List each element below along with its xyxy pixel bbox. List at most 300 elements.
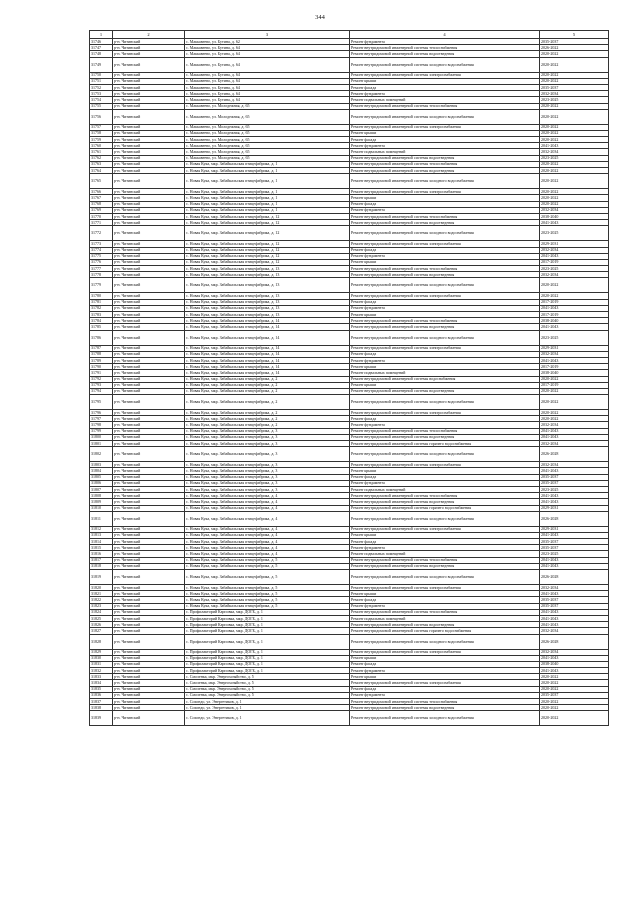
cell-address: с. Новая Кука, мкр. Забайкальская птицефабрика, д. 3 (185, 474, 350, 480)
cell-period: 2041-2043 (540, 434, 609, 440)
cell-work-type: Ремонт внутридомовой инженерной системы холодного водоснабжения (350, 447, 540, 462)
cell-work-type: Ремонт крыши (350, 78, 540, 84)
cell-row-number: 31805 (90, 474, 113, 480)
cell-work-type: Ремонт крыши (350, 674, 540, 680)
cell-work-type: Ремонт фасада (350, 597, 540, 603)
table-header-row (90, 31, 609, 39)
cell-period: 2023-2025 (540, 226, 609, 241)
cell-work-type: Ремонт подвальных помещений (350, 551, 540, 557)
cell-period: 2035-2037 (540, 539, 609, 545)
cell-district: р-н. Читинский (113, 557, 185, 563)
cell-period: 2023-2025 (540, 486, 609, 492)
cell-work-type: Ремонт крыши (350, 532, 540, 538)
cell-row-number: 31776 (90, 259, 113, 265)
cell-work-type: Ремонт внутридомовой инженерной системы теплоснабжения (350, 428, 540, 434)
table-row (90, 278, 609, 293)
cell-district: р-н. Читинский (113, 364, 185, 370)
cell-row-number: 31817 (90, 557, 113, 563)
cell-address: с. Новая Кука, мкр. Забайкальская птицефабрика, д. 3 (185, 441, 350, 447)
cell-address: с. Маккавеево, ул. Бутина, д. 64 (185, 91, 350, 97)
cell-period: 2020-2022 (540, 124, 609, 130)
cell-district: р-н. Читинский (113, 318, 185, 324)
cell-district: р-н. Читинский (113, 526, 185, 532)
cell-district: р-н. Читинский (113, 686, 185, 692)
cell-address: с. Маккавеево, ул. Молодежная, д. 65 (185, 130, 350, 136)
cell-period: 2020-2022 (540, 189, 609, 195)
cell-row-number: 31818 (90, 563, 113, 569)
cell-row-number: 31780 (90, 293, 113, 299)
cell-period: 2020-2022 (540, 161, 609, 167)
cell-row-number: 31775 (90, 253, 113, 259)
cell-period: 2020-2022 (540, 109, 609, 124)
cell-row-number: 31768 (90, 201, 113, 207)
cell-period: 2041-2043 (540, 324, 609, 330)
cell-address: с. Новая Кука, мкр. Забайкальская птицефабрика, д. 4 (185, 545, 350, 551)
cell-period: 2041-2043 (540, 499, 609, 505)
cell-row-number: 31803 (90, 462, 113, 468)
cell-address: с. Новая Кука, мкр. Забайкальская птицефабрика, д. 3 (185, 468, 350, 474)
cell-address: с. Новая Кука, мкр. Забайкальская птицефабрика, д. 2 (185, 395, 350, 410)
cell-work-type: Ремонт фасада (350, 351, 540, 357)
cell-work-type: Ремонт внутридомовой инженерной системы водоотведения (350, 499, 540, 505)
cell-work-type: Ремонт крыши (350, 468, 540, 474)
cell-work-type: Ремонт подвальных помещений (350, 486, 540, 492)
cell-row-number: 31753 (90, 91, 113, 97)
cell-address: с. Сохондо, ул. Энергетиков, д. 1 (185, 711, 350, 726)
cell-district: р-н. Читинский (113, 155, 185, 161)
cell-address: с. Новая Кука, мкр. Забайкальская птицефабрика, д. 12 (185, 259, 350, 265)
cell-district: р-н. Читинский (113, 195, 185, 201)
cell-district: р-н. Читинский (113, 705, 185, 711)
cell-period: 2032-2034 (540, 272, 609, 278)
cell-district: р-н. Читинский (113, 382, 185, 388)
cell-row-number: 31801 (90, 441, 113, 447)
cell-work-type: Ремонт внутридомовой инженерной системы теплоснабжения (350, 266, 540, 272)
cell-row-number: 31806 (90, 480, 113, 486)
cell-row-number: 31831 (90, 661, 113, 667)
cell-work-type: Ремонт внутридомовой инженерной системы теплоснабжения (350, 609, 540, 615)
cell-address: с. Новая Кука, мкр. Забайкальская птицефабрика, д. 5 (185, 563, 350, 569)
cell-address: с. Новая Кука, мкр. Забайкальская птицефабрика, д. 5 (185, 570, 350, 585)
cell-row-number: 31779 (90, 278, 113, 293)
cell-district: р-н. Читинский (113, 410, 185, 416)
cell-period: 2032-2034 (540, 628, 609, 634)
cell-period: 2041-2043 (540, 609, 609, 615)
cell-period: 2041-2043 (540, 468, 609, 474)
cell-period: 2035-2037 (540, 692, 609, 698)
cell-row-number: 31784 (90, 318, 113, 324)
cell-address: с. Маккавеево, ул. Бутина, д. 64 (185, 57, 350, 72)
cell-address: с. Смоленка, мкр. Энергохозяйство, д. 5 (185, 686, 350, 692)
cell-district: р-н. Читинский (113, 376, 185, 382)
cell-row-number: 31763 (90, 161, 113, 167)
cell-period: 2032-2034 (540, 649, 609, 655)
cell-address: с. Маккавеево, ул. Бутина, д. 64 (185, 78, 350, 84)
cell-period: 2032-2034 (540, 585, 609, 591)
cell-address: с. Смоленка, мкр. Энергохозяйство, д. 5 (185, 680, 350, 686)
cell-period: 2026-2028 (540, 511, 609, 526)
cell-address: с. Маккавеево, ул. Молодежная, д. 65 (185, 149, 350, 155)
cell-row-number: 31811 (90, 511, 113, 526)
cell-row-number: 31781 (90, 299, 113, 305)
cell-period: 2023-2025 (540, 551, 609, 557)
cell-period: 2020-2022 (540, 51, 609, 57)
cell-row-number: 31839 (90, 711, 113, 726)
cell-row-number: 31788 (90, 351, 113, 357)
cell-district: р-н. Читинский (113, 674, 185, 680)
cell-period: 2032-2034 (540, 441, 609, 447)
cell-row-number: 31810 (90, 505, 113, 511)
cell-row-number: 31770 (90, 213, 113, 219)
cell-work-type: Ремонт внутридомовой инженерной системы холодного водоснабжения (350, 395, 540, 410)
cell-address: с. Новая Кука, мкр. Забайкальская птицефабрика, д. 13 (185, 278, 350, 293)
cell-district: р-н. Читинский (113, 551, 185, 557)
cell-row-number: 31773 (90, 241, 113, 247)
cell-work-type: Ремонт крыши (350, 259, 540, 265)
cell-district: р-н. Читинский (113, 603, 185, 609)
cell-district: р-н. Читинский (113, 137, 185, 143)
cell-district: р-н. Читинский (113, 486, 185, 492)
cell-district: р-н. Читинский (113, 130, 185, 136)
cell-work-type: Ремонт крыши (350, 130, 540, 136)
cell-address: с. Профилакторий Карповка, мкр. ДОГБ, д. 1 (185, 628, 350, 634)
cell-work-type: Ремонт внутридомовой инженерной системы холодного водоснабжения (350, 634, 540, 649)
cell-district: р-н. Читинский (113, 655, 185, 661)
cell-row-number: 31758 (90, 130, 113, 136)
cell-period: 2026-2028 (540, 570, 609, 585)
cell-work-type: Ремонт подвальных помещений (350, 97, 540, 103)
cell-address: с. Новая Кука, мкр. Забайкальская птицефабрика, д. 1 (185, 161, 350, 167)
cell-work-type: Ремонт фасада (350, 661, 540, 667)
cell-work-type: Ремонт внутридомовой инженерной системы водоотведения (350, 51, 540, 57)
cell-address: с. Новая Кука, мкр. Забайкальская птицефабрика, д. 1 (185, 207, 350, 213)
cell-address: с. Новая Кука, мкр. Забайкальская птицефабрика, д. 14 (185, 345, 350, 351)
cell-district: р-н. Читинский (113, 174, 185, 189)
cell-work-type: Ремонт внутридомовой инженерной системы теплоснабжения (350, 213, 540, 219)
cell-address: с. Новая Кука, мкр. Забайкальская птицефабрика, д. 14 (185, 330, 350, 345)
cell-work-type: Ремонт фасада (350, 201, 540, 207)
cell-row-number: 31823 (90, 603, 113, 609)
cell-row-number: 31832 (90, 668, 113, 674)
cell-work-type: Ремонт внутридомовой инженерной системы водоотведения (350, 388, 540, 394)
cell-period: 2038-2040 (540, 661, 609, 667)
cell-district: р-н. Читинский (113, 609, 185, 615)
cell-district: р-н. Читинский (113, 299, 185, 305)
cell-row-number: 31759 (90, 137, 113, 143)
cell-work-type: Ремонт внутридомовой инженерной системы теплоснабжения (350, 45, 540, 51)
cell-address: с. Новая Кука, мкр. Забайкальская птицефабрика, д. 2 (185, 376, 350, 382)
cell-row-number: 31799 (90, 428, 113, 434)
cell-period: 2029-2031 (540, 505, 609, 511)
cell-row-number: 31798 (90, 422, 113, 428)
cell-row-number: 31796 (90, 410, 113, 416)
cell-district: р-н. Читинский (113, 462, 185, 468)
cell-period: 2041-2043 (540, 305, 609, 311)
cell-address: с. Профилакторий Карповка, мкр. ДОГБ, д. 1 (185, 615, 350, 621)
cell-period: 2020-2022 (540, 57, 609, 72)
cell-period: 2020-2022 (540, 78, 609, 84)
cell-work-type: Ремонт подвальных помещений (350, 149, 540, 155)
cell-address: с. Профилакторий Карповка, мкр. ДОГБ, д. 1 (185, 661, 350, 667)
cell-work-type: Ремонт внутридомовой инженерной системы водоотведения (350, 168, 540, 174)
cell-row-number: 31795 (90, 395, 113, 410)
cell-district: р-н. Читинский (113, 51, 185, 57)
cell-period: 2032-2034 (540, 207, 609, 213)
table-row (90, 711, 609, 726)
cell-district: р-н. Читинский (113, 207, 185, 213)
cell-row-number: 31819 (90, 570, 113, 585)
cell-row-number: 31812 (90, 526, 113, 532)
cell-work-type: Ремонт фундамента (350, 207, 540, 213)
cell-period: 2017-2019 (540, 299, 609, 305)
cell-period: 2020-2022 (540, 711, 609, 726)
cell-work-type: Ремонт внутридомовой инженерной системы холодного водоснабжения (350, 330, 540, 345)
cell-district: р-н. Читинский (113, 563, 185, 569)
cell-work-type: Ремонт внутридомовой инженерной системы теплоснабжения (350, 557, 540, 563)
cell-district: р-н. Читинский (113, 97, 185, 103)
cell-address: с. Маккавеево, ул. Бутина, д. 64 (185, 84, 350, 90)
cell-district: р-н. Читинский (113, 124, 185, 130)
cell-work-type: Ремонт крыши (350, 591, 540, 597)
table-row (90, 395, 609, 410)
cell-address: с. Новая Кука, мкр. Забайкальская птицефабрика, д. 13 (185, 305, 350, 311)
cell-work-type: Ремонт внутридомовой инженерной системы электроснабжения (350, 649, 540, 655)
cell-row-number: 31786 (90, 330, 113, 345)
cell-address: с. Новая Кука, мкр. Забайкальская птицефабрика, д. 2 (185, 422, 350, 428)
cell-period: 2020-2022 (540, 72, 609, 78)
cell-row-number: 31834 (90, 680, 113, 686)
cell-address: с. Новая Кука, мкр. Забайкальская птицефабрика, д. 14 (185, 351, 350, 357)
cell-row-number: 31750 (90, 72, 113, 78)
cell-period: 2020-2022 (540, 130, 609, 136)
cell-period: 2029-2031 (540, 526, 609, 532)
cell-address: с. Новая Кука, мкр. Забайкальская птицефабрика, д. 4 (185, 551, 350, 557)
cell-district: р-н. Читинский (113, 305, 185, 311)
cell-address: с. Новая Кука, мкр. Забайкальская птицефабрика, д. 4 (185, 499, 350, 505)
cell-period: 2041-2043 (540, 532, 609, 538)
cell-period: 2020-2022 (540, 376, 609, 382)
cell-row-number: 31829 (90, 649, 113, 655)
cell-row-number: 31815 (90, 545, 113, 551)
cell-work-type: Ремонт внутридомовой инженерной системы теплоснабжения (350, 318, 540, 324)
cell-address: с. Новая Кука, мкр. Забайкальская птицефабрика, д. 14 (185, 324, 350, 330)
cell-row-number: 31783 (90, 312, 113, 318)
cell-row-number: 31794 (90, 388, 113, 394)
cell-work-type: Ремонт крыши (350, 195, 540, 201)
cell-row-number: 31793 (90, 382, 113, 388)
cell-address: с. Новая Кука, мкр. Забайкальская птицефабрика, д. 3 (185, 434, 350, 440)
cell-district: р-н. Читинский (113, 241, 185, 247)
cell-work-type: Ремонт внутридомовой инженерной системы электроснабжения (350, 462, 540, 468)
cell-work-type: Ремонт внутридомовой инженерной системы холодного водоснабжения (350, 511, 540, 526)
cell-row-number: 31766 (90, 189, 113, 195)
cell-work-type: Ремонт внутридомовой инженерной системы холодного водоснабжения (350, 174, 540, 189)
cell-work-type: Ремонт внутридомовой инженерной системы водоотведения (350, 434, 540, 440)
cell-address: с. Смоленка, мкр. Энергохозяйство, д. 5 (185, 692, 350, 698)
cell-period: 2020-2022 (540, 201, 609, 207)
cell-period: 2020-2022 (540, 680, 609, 686)
cell-row-number: 31792 (90, 376, 113, 382)
cell-district: р-н. Читинский (113, 266, 185, 272)
table-row (90, 57, 609, 72)
cell-district: р-н. Читинский (113, 615, 185, 621)
cell-row-number: 31826 (90, 622, 113, 628)
cell-district: р-н. Читинский (113, 622, 185, 628)
cell-period: 2035-2037 (540, 597, 609, 603)
cell-address: с. Новая Кука, мкр. Забайкальская птицефабрика, д. 2 (185, 416, 350, 422)
cell-period: 2035-2037 (540, 39, 609, 45)
cell-district: р-н. Читинский (113, 72, 185, 78)
cell-row-number: 31769 (90, 207, 113, 213)
cell-address: с. Новая Кука, мкр. Забайкальская птицефабрика, д. 13 (185, 293, 350, 299)
cell-address: с. Новая Кука, мкр. Забайкальская птицефабрика, д. 12 (185, 247, 350, 253)
cell-district: р-н. Читинский (113, 78, 185, 84)
cell-period: 2020-2022 (540, 699, 609, 705)
cell-district: р-н. Читинский (113, 628, 185, 634)
cell-period: 2041-2043 (540, 622, 609, 628)
cell-address: с. Профилакторий Карповка, мкр. ДОГБ, д. 1 (185, 649, 350, 655)
cell-period: 2041-2043 (540, 655, 609, 661)
cell-address: с. Новая Кука, мкр. Забайкальская птицефабрика, д. 3 (185, 462, 350, 468)
cell-district: р-н. Читинский (113, 253, 185, 259)
cell-row-number: 31821 (90, 591, 113, 597)
cell-address: с. Маккавеево, ул. Бутина, д. 64 (185, 97, 350, 103)
cell-work-type: Ремонт внутридомовой инженерной системы холодного водоснабжения (350, 57, 540, 72)
cell-work-type: Ремонт фасада (350, 137, 540, 143)
cell-work-type: Ремонт внутридомовой инженерной системы холодного водоснабжения (350, 278, 540, 293)
cell-district: р-н. Читинский (113, 395, 185, 410)
cell-row-number: 31804 (90, 468, 113, 474)
cell-work-type: Ремонт внутридомовой инженерной системы электроснабжения (350, 124, 540, 130)
cell-work-type: Ремонт внутридомовой инженерной системы водоснабжения (350, 376, 540, 382)
cell-period: 2017-2019 (540, 312, 609, 318)
cell-work-type: Ремонт внутридомовой инженерной системы горячего водоснабжения (350, 505, 540, 511)
cell-district: р-н. Читинский (113, 324, 185, 330)
cell-work-type: Ремонт внутридомовой инженерной системы электроснабжения (350, 585, 540, 591)
cell-work-type: Ремонт фундамента (350, 692, 540, 698)
cell-work-type: Ремонт внутридомовой инженерной системы водоотведения (350, 324, 540, 330)
cell-address: с. Новая Кука, мкр. Забайкальская птицефабрика, д. 1 (185, 195, 350, 201)
cell-address: с. Новая Кука, мкр. Забайкальская птицефабрика, д. 13 (185, 312, 350, 318)
cell-period: 2029-2031 (540, 241, 609, 247)
repair-schedule-table (89, 30, 609, 726)
cell-row-number: 31837 (90, 699, 113, 705)
cell-district: р-н. Читинский (113, 539, 185, 545)
cell-district: р-н. Читинский (113, 597, 185, 603)
cell-period: 2038-2040 (540, 213, 609, 219)
table-row (90, 634, 609, 649)
cell-row-number: 31828 (90, 634, 113, 649)
cell-district: р-н. Читинский (113, 585, 185, 591)
table-row (90, 570, 609, 585)
header-col-5: 5 (540, 31, 609, 39)
cell-period: 2026-2028 (540, 447, 609, 462)
cell-address: с. Новая Кука, мкр. Забайкальская птицефабрика, д. 4 (185, 505, 350, 511)
cell-district: р-н. Читинский (113, 499, 185, 505)
cell-period: 2035-2037 (540, 474, 609, 480)
cell-district: р-н. Читинский (113, 345, 185, 351)
cell-period: 2035-2037 (540, 480, 609, 486)
cell-address: с. Новая Кука, мкр. Забайкальская птицефабрика, д. 5 (185, 585, 350, 591)
cell-row-number: 31835 (90, 686, 113, 692)
cell-district: р-н. Читинский (113, 493, 185, 499)
cell-period: 2035-2037 (540, 603, 609, 609)
cell-work-type: Ремонт внутридомовой инженерной системы горячего водоснабжения (350, 628, 540, 634)
cell-district: р-н. Читинский (113, 447, 185, 462)
cell-address: с. Маккавеево, ул. Молодежная, д. 65 (185, 124, 350, 130)
cell-period: 2041-2043 (540, 493, 609, 499)
cell-district: р-н. Читинский (113, 668, 185, 674)
table-row (90, 109, 609, 124)
cell-work-type: Ремонт фасада (350, 539, 540, 545)
cell-period: 2038-2040 (540, 370, 609, 376)
cell-district: р-н. Читинский (113, 213, 185, 219)
cell-district: р-н. Читинский (113, 293, 185, 299)
cell-work-type: Ремонт внутридомовой инженерной системы электроснабжения (350, 680, 540, 686)
cell-address: с. Профилакторий Карповка, мкр. ДОГБ, д. 1 (185, 609, 350, 615)
cell-work-type: Ремонт внутридомовой инженерной системы холодного водоснабжения (350, 226, 540, 241)
table-body (90, 39, 609, 726)
cell-row-number: 31802 (90, 447, 113, 462)
cell-work-type: Ремонт подвальных помещений (350, 370, 540, 376)
cell-address: с. Новая Кука, мкр. Забайкальская птицефабрика, д. 5 (185, 557, 350, 563)
cell-row-number: 31822 (90, 597, 113, 603)
cell-row-number: 31830 (90, 655, 113, 661)
header-col-3: 3 (185, 31, 350, 39)
cell-period: 2020-2022 (540, 103, 609, 109)
cell-row-number: 31774 (90, 247, 113, 253)
cell-row-number: 31813 (90, 532, 113, 538)
cell-work-type: Ремонт фундамента (350, 545, 540, 551)
cell-period: 2020-2022 (540, 416, 609, 422)
cell-district: р-н. Читинский (113, 591, 185, 597)
cell-period: 2020-2022 (540, 278, 609, 293)
cell-period: 2041-2043 (540, 668, 609, 674)
cell-district: р-н. Читинский (113, 699, 185, 705)
cell-period: 2020-2022 (540, 293, 609, 299)
cell-period: 2023-2025 (540, 330, 609, 345)
cell-period: 2041-2043 (540, 428, 609, 434)
cell-period: 2020-2022 (540, 705, 609, 711)
cell-row-number: 31777 (90, 266, 113, 272)
cell-work-type: Ремонт внутридомовой инженерной системы водоотведения (350, 705, 540, 711)
cell-address: с. Новая Кука, мкр. Забайкальская птицефабрика, д. 2 (185, 382, 350, 388)
cell-row-number: 31757 (90, 124, 113, 130)
cell-work-type: Ремонт внутридомовой инженерной системы холодного водоснабжения (350, 711, 540, 726)
cell-work-type: Ремонт внутридомовой инженерной системы теплоснабжения (350, 699, 540, 705)
cell-address: с. Новая Кука, мкр. Забайкальская птицефабрика, д. 4 (185, 511, 350, 526)
cell-address: с. Новая Кука, мкр. Забайкальская птицефабрика, д. 13 (185, 299, 350, 305)
cell-address: с. Новая Кука, мкр. Забайкальская птицефабрика, д. 13 (185, 272, 350, 278)
cell-address: с. Маккавеево, ул. Молодежная, д. 65 (185, 109, 350, 124)
cell-row-number: 31797 (90, 416, 113, 422)
cell-address: с. Новая Кука, мкр. Забайкальская птицефабрика, д. 2 (185, 388, 350, 394)
cell-work-type: Ремонт внутридомовой инженерной системы теплоснабжения (350, 493, 540, 499)
cell-address: с. Новая Кука, мкр. Забайкальская птицефабрика, д. 2 (185, 410, 350, 416)
cell-district: р-н. Читинский (113, 278, 185, 293)
cell-row-number: 31748 (90, 51, 113, 57)
cell-address: с. Новая Кука, мкр. Забайкальская птицефабрика, д. 4 (185, 526, 350, 532)
cell-period: 2026-2022 (540, 45, 609, 51)
cell-district: р-н. Читинский (113, 103, 185, 109)
cell-address: с. Новая Кука, мкр. Забайкальская птицефабрика, д. 1 (185, 189, 350, 195)
cell-district: р-н. Читинский (113, 416, 185, 422)
cell-work-type: Ремонт фасада (350, 299, 540, 305)
cell-work-type: Ремонт внутридомовой инженерной системы холодного водоснабжения (350, 570, 540, 585)
cell-address: с. Сохондо, ул. Энергетиков, д. 1 (185, 705, 350, 711)
cell-work-type: Ремонт фундамента (350, 603, 540, 609)
cell-period: 2023-2025 (540, 266, 609, 272)
